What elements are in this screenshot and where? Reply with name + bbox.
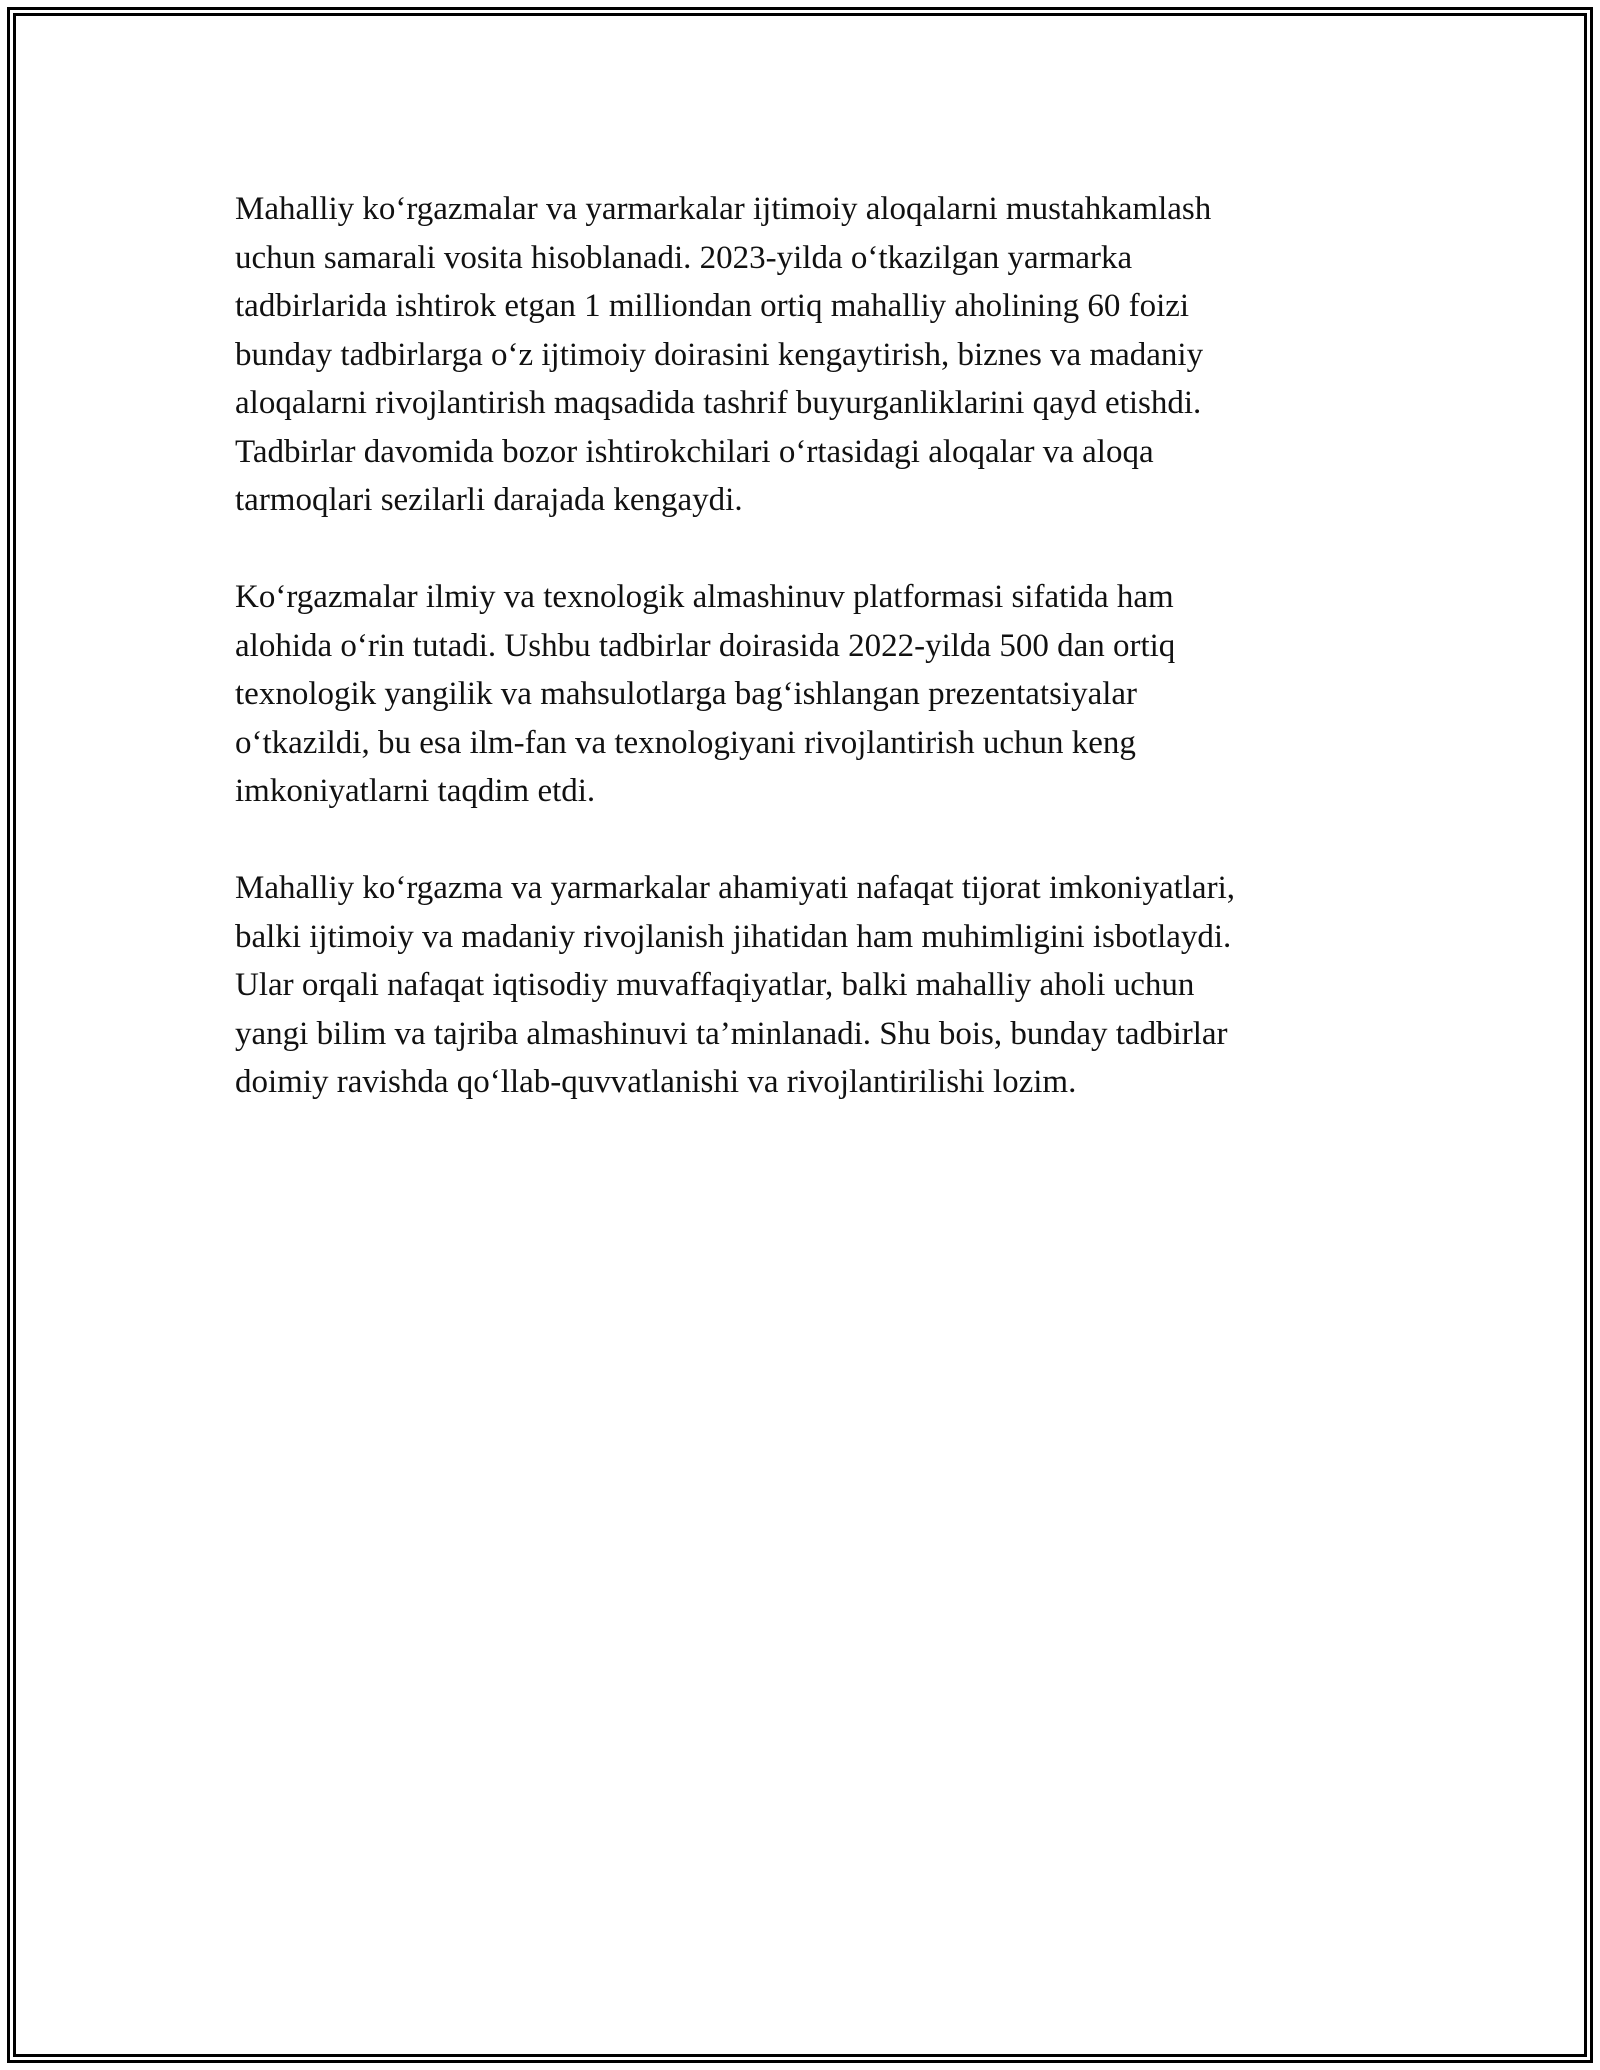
paragraph-3: [235, 864, 1365, 1107]
text-line: texnologik yangilik va mahsulotlarga bagʻishlangan prezentatsiyalar: [235, 676, 1138, 712]
text-line: tarmoqlari sezilarli darajada kengaydi.: [235, 482, 743, 518]
text-line: bunday tadbirlarga oʻz ijtimoiy doirasini kengaytirish, biznes va madaniy: [235, 336, 1204, 373]
paragraph-2: [235, 573, 1365, 816]
text-line: Mahalliy koʻrgazmalar va yarmarkalar ijtimoiy aloqalarni mustahkamlash: [235, 191, 1212, 227]
text-line: imkoniyatlarni taqdim etdi.: [235, 773, 596, 809]
text-line: oʻtkazildi, bu esa ilm-fan va texnologiyani rivojlantirish uchun keng: [235, 724, 1136, 761]
text-line: tadbirlarida ishtirok etgan 1 milliondan ortiq mahalliy aholining 60 foizi: [235, 288, 1190, 324]
text-line: uchun samarali vosita hisoblanadi. 2023-yilda oʻtkazilgan yarmarka: [235, 239, 1133, 276]
paragraph-1: [235, 185, 1365, 525]
text-line: Mahalliy koʻrgazma va yarmarkalar ahamiyati nafaqat tijorat imkoniyatlari,: [235, 870, 1235, 906]
text-line: balki ijtimoiy va madaniy rivojlanish jihatidan ham muhimligini isbotlaydi.: [235, 918, 1232, 955]
text-line: alohida oʻrin tutadi. Ushbu tadbirlar doirasida 2022-yilda 500 dan ortiq: [235, 627, 1176, 664]
document-body: [235, 185, 1365, 1155]
text-line: Koʻrgazmalar ilmiy va texnologik almashinuv platformasi sifatida ham: [235, 579, 1174, 615]
text-line: Tadbirlar davomida bozor ishtirokchilari oʻrtasidagi aloqalar va aloqa: [235, 433, 1154, 470]
text-line: Ular orqali nafaqat iqtisodiy muvaffaqiyatlar, balki mahalliy aholi uchun: [235, 967, 1195, 1003]
text-line: yangi bilim va tajriba almashinuvi ta’minlanadi. Shu bois, bunday tadbirlar: [235, 1015, 1228, 1052]
text-line: doimiy ravishda qoʻllab-quvvatlanishi va rivojlantirilishi lozim.: [235, 1064, 1077, 1100]
text-line: aloqalarni rivojlantirish maqsadida tashrif buyurganliklarini qayd etishdi.: [235, 385, 1202, 421]
